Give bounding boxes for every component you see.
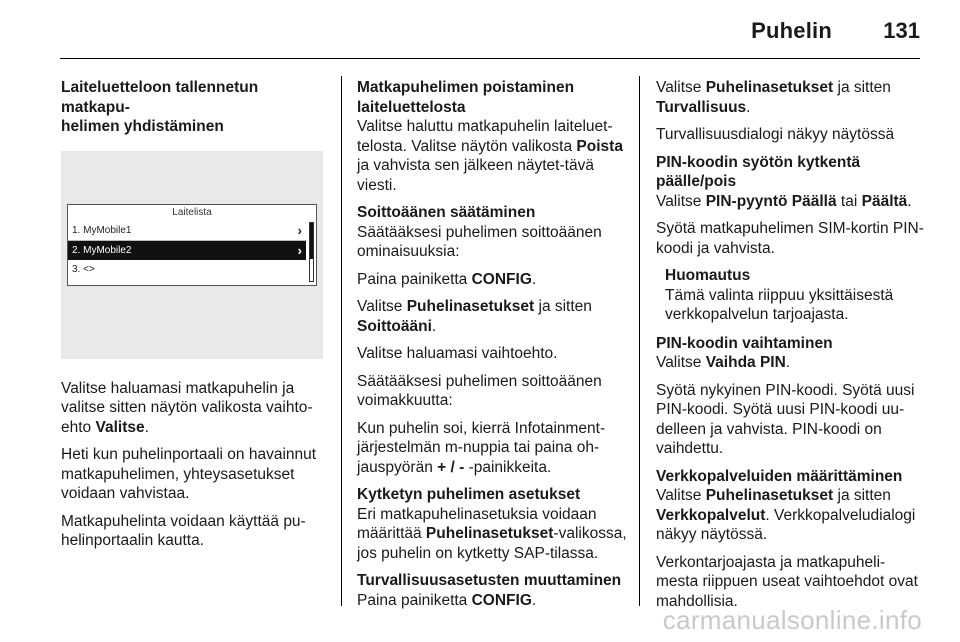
device-list-title: Laitelista [172,206,212,218]
device-list-screenshot [61,151,323,359]
watermark-text: carmanualsonline.info [662,605,922,635]
paragraph: Heti kun puhelinportaali on havainnut matkapuhelimen, yhteysasetukset voidaan vahvistaa. [61,446,317,502]
section-heading-network-services: Verkkopalveluiden määrittäminen [656,467,903,485]
column-2 [357,78,627,618]
section-heading-connected-settings: Kytketyn puhelimen asetukset [357,486,581,503]
chevron-right-icon: › [297,222,302,238]
paragraph: Eri matkapuhelinasetuksia voidaan määrittää Puhelinasetukset-valikossa, jos puhelin on kytketty SAP-tilassa. [357,505,627,562]
paragraph: Säätääksesi puhelimen soittoäänen voimakkuutta: [357,372,602,409]
paragraph: Verkontarjoajasta ja matkapuheli-mesta riippuen useat vaihtoehdot ovat mahdollisia. [656,553,918,610]
paragraph: Valitse haluttu matkapuhelin laiteluet-telosta. Valitse näytön valikosta Poista ja vahvista sen jälkeen näytet-tävä viesti. [357,118,623,194]
paragraph: Valitse Puhelinasetukset ja sitten Soittoääni. [357,298,592,335]
paragraph: Säätääksesi puhelimen soittoäänen ominaisuuksia: [357,223,602,260]
paragraph: Valitse haluamasi vaihtoehto. [357,345,558,362]
section-heading-security: Turvallisuusasetusten muuttaminen [357,572,622,589]
paragraph: Turvallisuusdialogi näkyy näytössä [656,126,895,143]
paragraph: Valitse Puhelinasetukset ja sitten Verkkopalvelut. Verkkopalveludialogi näkyy näytössä. [656,487,916,543]
paragraph: Syötä matkapuhelimen SIM-kortin PIN-koodi ja vahvista. [656,220,924,257]
device-list-item: 1. MyMobile1 › [68,221,306,241]
note-title: Huomautus [665,267,751,284]
column-3 [656,78,926,619]
paragraph: Kun puhelin soi, kierrä Infotainment-järjestelmän m-nuppia tai paina oh-jauspyörän + / - -painikkeita. [357,419,606,476]
paragraph: Valitse haluamasi matkapuhelin ja valitse sitten näytön valikosta vaihto-ehto Valitse. [61,379,313,436]
page-number: 131 [883,18,920,43]
device-list-item-selected: 2. MyMobile2 › [68,241,306,260]
paragraph: Paina painiketta CONFIG. [357,270,537,288]
paragraph: Syötä nykyinen PIN-koodi. Syötä uusi PIN-koodi. Syötä uusi PIN-koodi uu-delleen ja vahvista. PIN-koodi on vaihdettu. [656,381,915,457]
display-scroll-thumb [310,223,313,259]
column-divider-1 [341,76,342,606]
section-heading-ringtone: Soittoäänen säätäminen [357,204,536,221]
paragraph: Valitse Puhelinasetukset ja sitten Turvallisuus. [656,79,891,116]
column-1 [61,78,329,559]
note-box [656,266,926,325]
section-heading-remove: Matkapuhelimen poistaminen laiteluettelosta [357,79,575,116]
chevron-right-icon: › [297,242,302,258]
section-heading-pin-toggle: PIN-koodin syötön kytkentä päälle/pois [656,153,861,190]
infotainment-display [67,204,317,286]
paragraph: Valitse PIN-pyyntö Päällä tai Päältä. [656,192,912,210]
page-title: Puhelin [751,18,832,43]
note-text: Tämä valinta riippuu yksittäisestä verkkopalvelun tarjoajasta. [665,286,894,323]
section-heading-connect: Laiteluetteloon tallennetun matkapu- helimen yhdistäminen [61,79,259,135]
knob-icon: m [444,439,458,456]
display-scrollbar [309,222,314,282]
paragraph: Matkapuhelinta voidaan käyttää pu-helinportaalin kautta. [61,512,306,549]
column-divider-2 [639,76,640,606]
paragraph: Paina painiketta CONFIG. [357,591,537,609]
paragraph: Valitse Vaihda PIN. [656,354,791,371]
section-heading-pin-change: PIN-koodin vaihtaminen [656,334,833,352]
header-divider [60,58,920,59]
device-list-item: 3. <> [72,263,95,275]
